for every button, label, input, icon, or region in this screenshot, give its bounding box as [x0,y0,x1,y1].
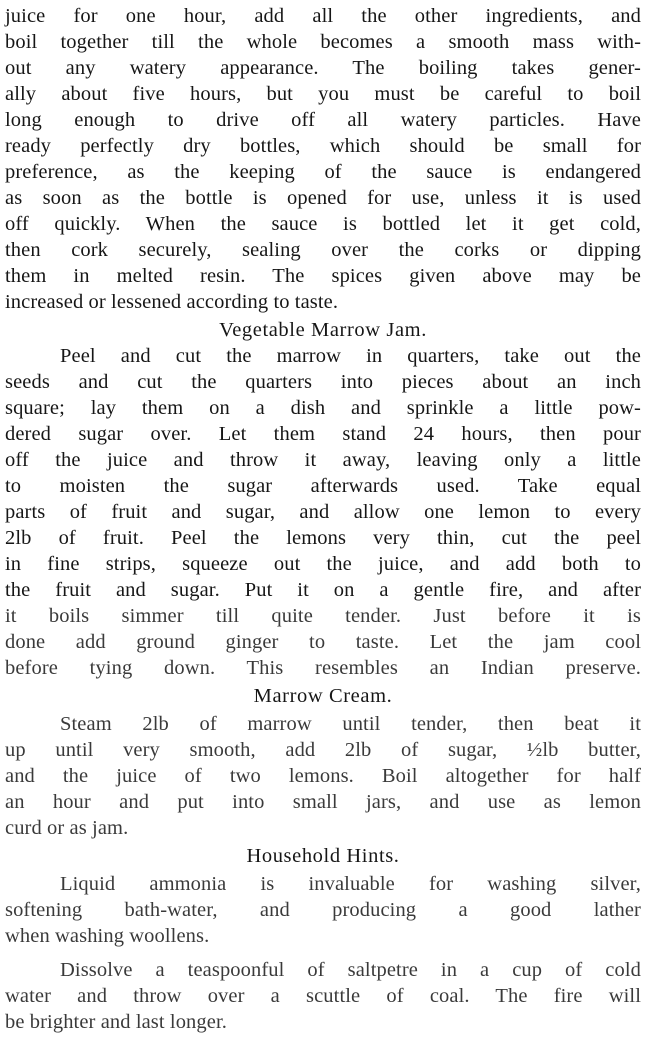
text-line: before tying down. This resembles an Indian preserve. [5,657,641,679]
text-line: softening bath-water, and producing a good lather [5,899,641,921]
text-line: parts of fruit and sugar, and allow one lemon to every [5,501,641,523]
section-heading-household-hints: Household Hints. [246,845,400,867]
text-line: to moisten the sugar afterwards used. Take equal [5,475,641,497]
text-line: square; lay them on a dish and sprinkle a little pow- [5,397,641,419]
text-line: ready perfectly dry bottles, which should be small for [5,135,641,157]
text-line: preference, as the keeping of the sauce is endangered [5,161,641,183]
text-line: boil together till the whole becomes a smooth mass with- [5,31,641,53]
text-line: off quickly. When the sauce is bottled let it get cold, [5,213,641,235]
recipe-heading-vegetable-marrow-jam: Vegetable Marrow Jam. [219,319,427,341]
text-line: 2lb of fruit. Peel the lemons very thin, cut the peel [5,527,641,549]
paragraph-marrow-jam [5,343,641,681]
text-line: ally about five hours, but you must be careful to boil [5,83,641,105]
text-line: dered sugar over. Let them stand 24 hours, then pour [5,423,641,445]
recipe-heading-marrow-cream: Marrow Cream. [253,685,393,707]
text-line: as soon as the bottle is opened for use, unless it is used [5,187,641,209]
text-line: and the juice of two lemons. Boil altogether for half [5,765,641,787]
text-line: water and throw over a scuttle of coal. The fire will [5,985,641,1007]
text-line: Peel and cut the marrow in quarters, take out the [60,345,641,367]
paragraph-spacer [5,949,641,957]
text-line: done add ground ginger to taste. Let the jam cool [5,631,641,653]
text-line: curd or as jam. [5,817,129,839]
text-line: long enough to drive off all watery particles. Have [5,109,641,131]
text-line: an hour and put into small jars, and use as lemon [5,791,641,813]
paragraph-ammonia-hint [5,871,641,949]
text-line: out any watery appearance. The boiling takes gener- [5,57,641,79]
text-line: juice for one hour, add all the other ingredients, and [5,5,641,27]
text-line: increased or lessened according to taste. [5,291,339,313]
text-line: up until very smooth, add 2lb of sugar, ½lb butter, [5,739,641,761]
text-line: Liquid ammonia is invaluable for washing silver, [60,873,641,895]
text-line: seeds and cut the quarters into pieces about an inch [5,371,641,393]
text-line: it boils simmer till quite tender. Just before it is [5,605,641,627]
text-line: Steam 2lb of marrow until tender, then beat it [60,713,641,735]
text-line: be brighter and last longer. [5,1011,227,1033]
text-line: Dissolve a teaspoonful of saltpetre in a cup of cold [60,959,641,981]
text-line: when washing woollens. [5,925,210,947]
text-line: the fruit and sugar. Put it on a gentle fire, and after [5,579,641,601]
text-line: in fine strips, squeeze out the juice, and add both to [5,553,641,575]
text-line: then cork securely, sealing over the corks or dipping [5,239,641,261]
text-line: them in melted resin. The spices given above may be [5,265,641,287]
document-page [5,3,641,1035]
text-line: off the juice and throw it away, leaving only a little [5,449,641,471]
paragraph-saltpetre-hint [5,957,641,1035]
paragraph-marrow-cream [5,711,641,841]
paragraph-sauce-instructions [5,3,641,315]
